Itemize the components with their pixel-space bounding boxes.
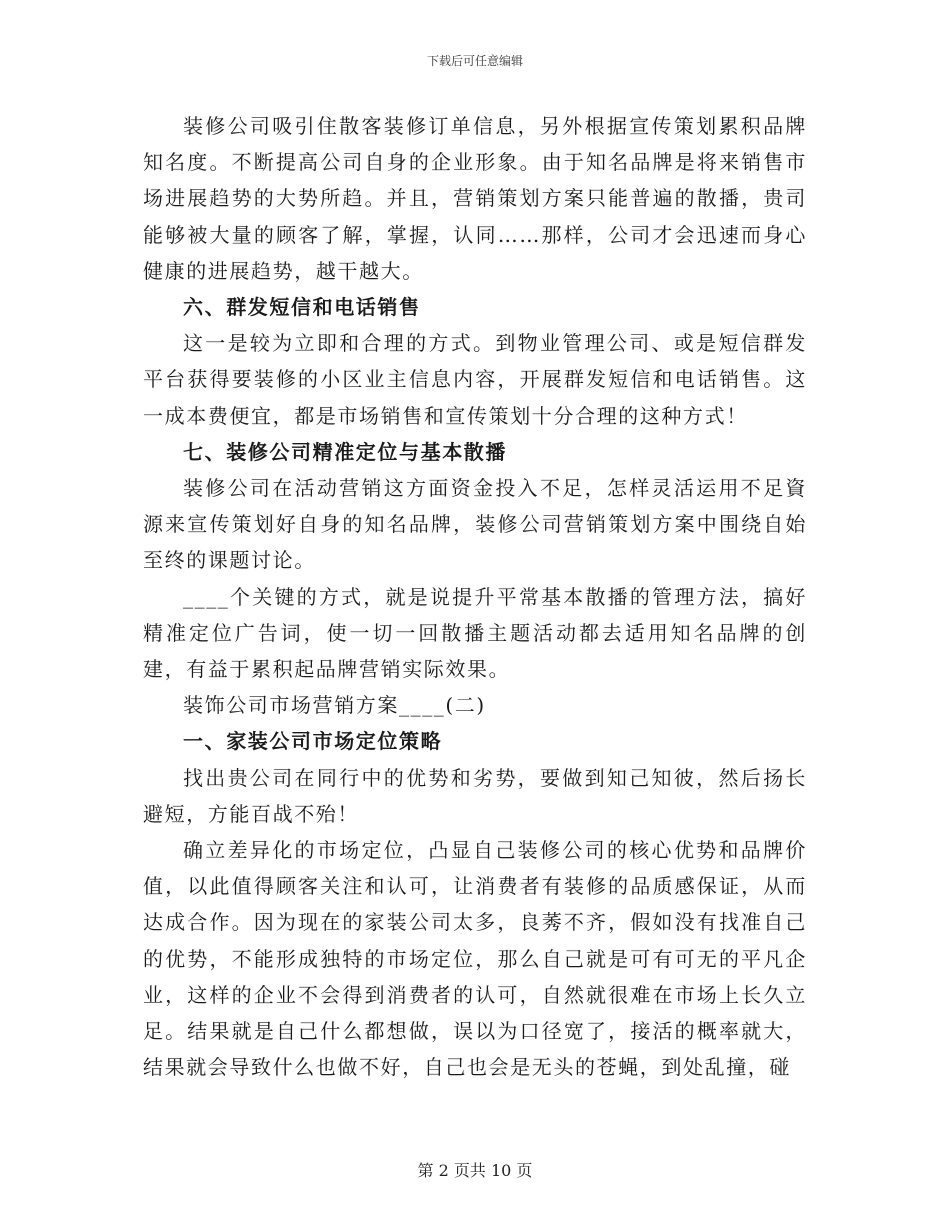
section-heading-market-positioning: 一、家装公司市场定位策略	[183, 729, 443, 754]
section-heading-sms-phone-sales: 六、群发短信和电话销售	[183, 295, 421, 320]
paragraph-limited-resources: 装修公司在活动营销这方面资金投入不足，怎样灵活运用不足資源来宣传策划好自身的知名品牌，装修公司营销策划方案中围绕自始至终的课题讨论。	[143, 476, 807, 573]
paragraph-brand-awareness: 装修公司吸引住散客装修订单信息，另外根据宣传策划累积品牌知名度。不断提高公司自身的企业形象。由于知名品牌是将来销售市场进展趋势的大势所趋。并且，营销策划方案只能普遍的散播，贵司能够被大量的顾客了解，掌握，认同……那样，公司才会迅速而身心健康的进展趋势，越干越大。	[143, 114, 807, 283]
paragraph-strengths-weaknesses: 找出贵公司在同行中的优势和劣势，要做到知己知彼，然后扬长避短，方能百战不殆！	[143, 765, 807, 826]
document-body	[143, 108, 807, 1085]
page-header: 下载后可任意编辑	[426, 54, 523, 68]
paragraph-differentiation: 确立差异化的市场定位，凸显自己装修公司的核心优势和品牌价值，以此值得顾客关注和认可，让消费者有装修的品质感保证，从而达成合作。因为现在的家装公司太多，良莠不齐，假如没有找准自己的优势，不能形成独特的市场定位，那么自己就是可有可无的平凡企业，这样的企业不会得到消费者的认可，自然就很难在市场上长久立足。结果就是自己什么都想做，误以为口径宽了，接活的概率就大，结果就会导致什么也做不好，自己也会是无头的苍蝇，到处乱撞，碰	[143, 838, 807, 1080]
section-heading-positioning: 七、装修公司精准定位与基本散播	[183, 439, 507, 464]
paragraph-plan-two-title: 装饰公司市场营销方案____(二)	[183, 693, 486, 718]
paragraph-key-method: ____个关键的方式，就是说提升平常基本散播的管理方法，搞好精准定位广告词，使一切一回散播主题活动都去适用知名品牌的创建，有益于累积起品牌营销实际效果。	[143, 584, 807, 682]
page-footer: 第 2 页共 10 页	[417, 1161, 533, 1180]
paragraph-sms-phone-sales: 这一是较为立即和合理的方式。到物业管理公司、或是短信群发平台获得要装修的小区业主信息内容，开展群发短信和电话销售。这一成本费便宜，都是市场销售和宣传策划十分合理的这种方式！	[143, 331, 807, 428]
